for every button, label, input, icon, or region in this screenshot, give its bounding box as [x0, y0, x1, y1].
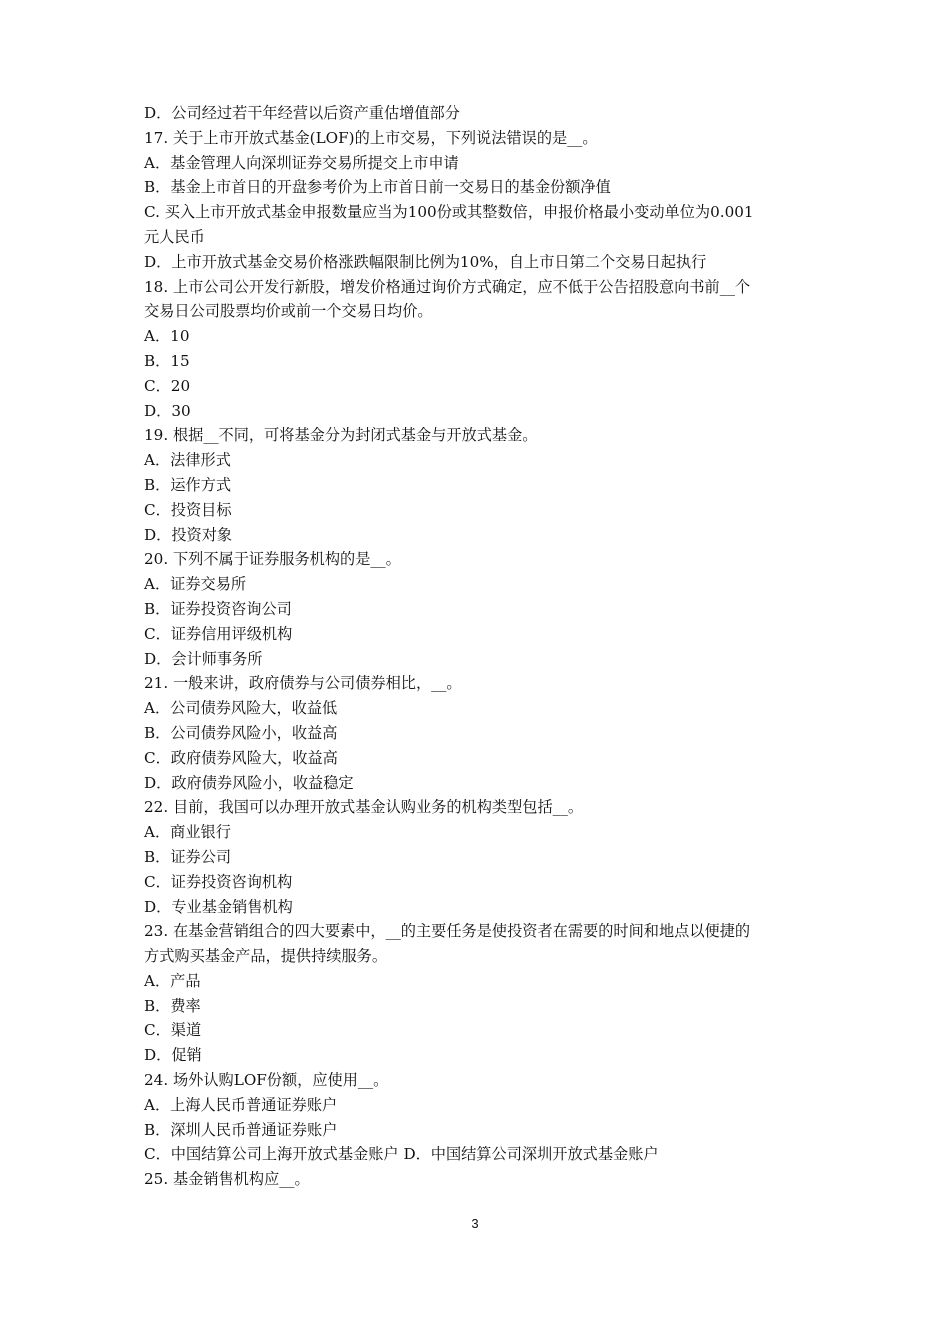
- option-c: C．投资目标: [144, 500, 232, 519]
- question-18: 18. 上市公司公开发行新股，增发价格通过询价方式确定，应不低于公告招股意向书前__个: [144, 277, 751, 296]
- option-c-continued: 元人民币: [144, 227, 205, 246]
- option-c: C．证券投资咨询机构: [144, 872, 293, 891]
- question-25: 25. 基金销售机构应__。: [144, 1170, 310, 1189]
- option-b: B．费率: [144, 996, 201, 1015]
- option-b: B．证券投资咨询公司: [144, 599, 292, 618]
- question-18-continued: 交易日公司股票均价或前一个交易日均价。: [144, 302, 433, 321]
- option-d: D．专业基金销售机构: [144, 897, 293, 916]
- option-c: C．20: [144, 376, 191, 395]
- option-b: B．证券公司: [144, 847, 232, 866]
- question-23: 23. 在基金营销组合的四大要素中，__的主要任务是使投资者在需要的时间和地点以便捷的: [144, 922, 751, 941]
- option-d: D．投资对象: [144, 525, 233, 544]
- question-19: 19. 根据__不同，可将基金分为封闭式基金与开放式基金。: [144, 426, 538, 445]
- option-a: A．10: [144, 327, 190, 346]
- page-number: 3: [471, 1216, 479, 1231]
- option-a: A．法律形式: [144, 451, 231, 470]
- option-d: D．上市开放式基金交易价格涨跌幅限制比例为10%，自上市日第二个交易日起执行: [144, 252, 707, 271]
- question-17: 17. 关于上市开放式基金(LOF)的上市交易，下列说法错误的是__。: [144, 128, 598, 147]
- document-body: [144, 101, 814, 1192]
- text-line: D．公司经过若干年经营以后资产重估增值部分: [144, 104, 460, 122]
- option-a: A．基金管理人向深圳证券交易所提交上市申请: [144, 153, 459, 172]
- option-a: A．上海人民币普通证券账户: [144, 1095, 338, 1114]
- option-c: C．渠道: [144, 1021, 202, 1040]
- option-c: C．证券信用评级机构: [144, 624, 293, 643]
- option-a: A．公司债券风险大，收益低: [144, 699, 338, 718]
- option-d: D．促销: [144, 1046, 202, 1065]
- option-a: A．产品: [144, 971, 201, 990]
- question-23-continued: 方式购买基金产品，提供持续服务。: [144, 947, 387, 966]
- option-d: D．会计师事务所: [144, 649, 263, 668]
- option-d: D．30: [144, 401, 191, 420]
- option-c: C．政府债券风险大，收益高: [144, 748, 338, 767]
- question-21: 21. 一般来讲，政府债券与公司债券相比，__。: [144, 674, 462, 693]
- option-b: B．深圳人民币普通证券账户: [144, 1120, 338, 1139]
- question-22: 22. 目前，我国可以办理开放式基金认购业务的机构类型包括__。: [144, 798, 584, 817]
- question-20: 20. 下列不属于证券服务机构的是__。: [144, 550, 401, 569]
- option-d: D．政府债券风险小，收益稳定: [144, 773, 354, 792]
- option-b: B．公司债券风险小，收益高: [144, 723, 338, 742]
- option-a: A．商业银行: [144, 823, 231, 842]
- question-24: 24. 场外认购LOF份额，应使用__。: [144, 1071, 389, 1090]
- option-a: A．证券交易所: [144, 575, 247, 594]
- option-b: B．运作方式: [144, 475, 232, 494]
- option-c: C. 买入上市开放式基金申报数量应当为100份或其整数倍，申报价格最小变动单位为0.001: [144, 203, 754, 222]
- option-b: B．15: [144, 351, 190, 370]
- option-c-d: C．中国结算公司上海开放式基金账户 D．中国结算公司深圳开放式基金账户: [144, 1145, 659, 1164]
- option-b: B．基金上市首日的开盘参考价为上市首日前一交易日的基金份额净值: [144, 178, 611, 197]
